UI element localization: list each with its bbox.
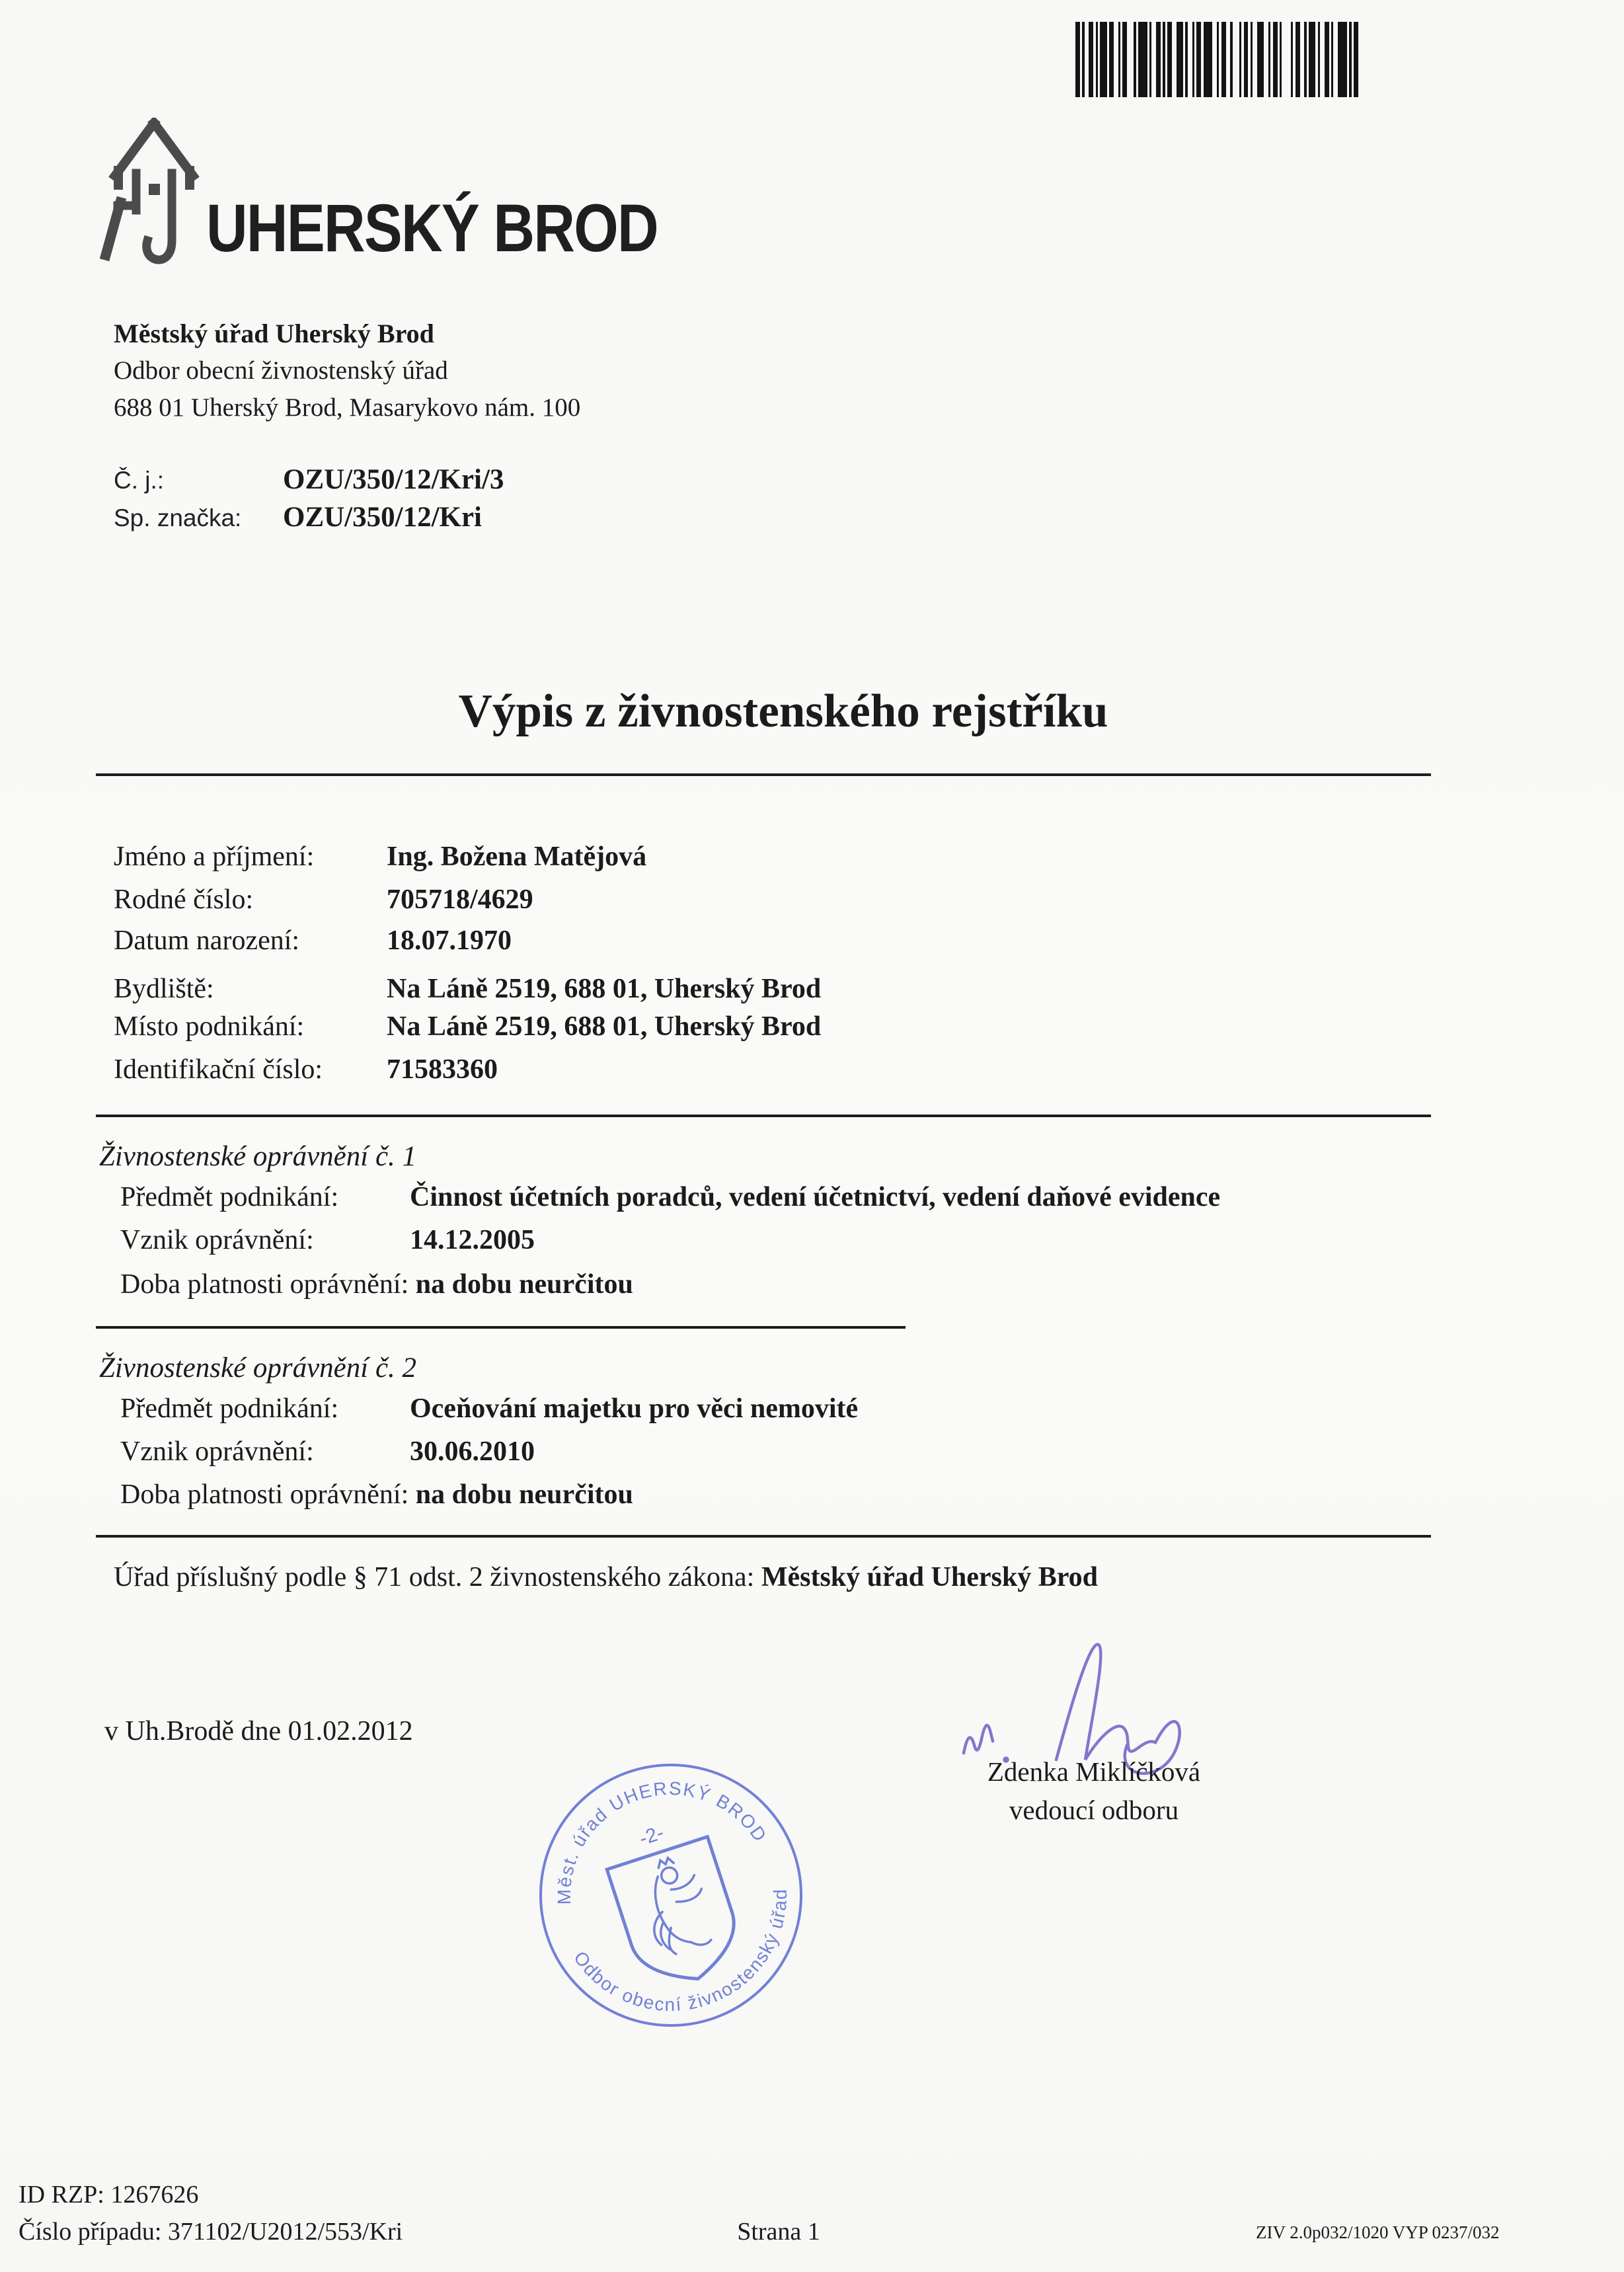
stamp-bottom-text: Odbor obecní živnostenský úřad (570, 1887, 791, 2016)
person-row (114, 884, 533, 916)
barcode-bar (1109, 22, 1114, 97)
footer-case-number: Číslo případu: 371102/U2012/553/Kri (19, 2218, 403, 2246)
person-row (114, 841, 647, 873)
signer-role: vedoucí odboru (1009, 1795, 1179, 1825)
city-logo-icon (98, 118, 204, 283)
person-value: 705718/4629 (387, 884, 533, 915)
barcode-bar (1244, 22, 1249, 97)
barcode-bar (1257, 22, 1264, 97)
subject-value: Oceňování majetku pro věci nemovité (410, 1393, 859, 1424)
barcode-space (1188, 22, 1192, 97)
license-1-origin (120, 1224, 535, 1256)
page-title: Výpis z živnostenského rejstříku (458, 686, 1108, 737)
barcode-bar (1273, 22, 1278, 97)
person-row (114, 1011, 822, 1042)
barcode-bar (1338, 22, 1347, 97)
footer-page-number: Strana 1 (737, 2218, 820, 2246)
validity-label: Doba platnosti oprávnění: (120, 1479, 409, 1510)
person-row (114, 973, 822, 1005)
barcode-bar (1156, 22, 1161, 97)
signer-name: Zdenka Miklíčková (987, 1756, 1201, 1787)
official-stamp (529, 1753, 813, 2037)
person-value: 18.07.1970 (387, 925, 512, 956)
validity-value: na dobu neurčitou (415, 1269, 633, 1300)
cj-label: Č. j.: (114, 467, 165, 494)
person-value: Ing. Božena Matějová (387, 842, 647, 872)
sp-label: Sp. značka: (114, 504, 242, 531)
footer-form-code: ZIV 2.0p032/1020 VYP 0237/032 (1256, 2222, 1500, 2242)
license-2-origin (120, 1436, 535, 1468)
issue-date: v Uh.Brodě dne 01.02.2012 (104, 1716, 413, 1746)
barcode-bar (1177, 22, 1183, 97)
subject-label: Předmět podnikání: (120, 1393, 339, 1424)
barcode-bar (1138, 22, 1147, 97)
barcode-bar (1204, 22, 1213, 97)
validity-value: na dobu neurčitou (415, 1479, 633, 1510)
barcode-space (1226, 22, 1231, 97)
svg-text:Odbor obecní živnostenský úřad (568, 1882, 813, 2037)
barcode-space (1300, 22, 1305, 97)
barcode-bar (1167, 22, 1172, 97)
divider (96, 1115, 1431, 1117)
origin-label: Vznik oprávnění: (120, 1225, 314, 1255)
office-address (114, 315, 580, 426)
barcode-bar (1089, 22, 1093, 97)
barcode-space (1333, 22, 1338, 97)
office-street: 688 01 Uherský Brod, Masarykovo nám. 100 (114, 393, 581, 422)
office-department: Odbor obecní živnostenský úřad (114, 356, 448, 385)
barcode-bar (1325, 22, 1329, 97)
barcode-bar (1221, 22, 1226, 97)
footer-id-rzp: ID RZP: 1267626 (19, 2181, 199, 2209)
person-value: Na Láně 2519, 688 01, Uherský Brod (387, 1011, 822, 1042)
stamp-number: -2- (637, 1821, 667, 1850)
person-label: Bydliště: (114, 974, 214, 1004)
divider (96, 1326, 906, 1329)
person-value: 71583360 (387, 1054, 498, 1085)
barcode-space (1264, 22, 1268, 97)
person-row (114, 925, 512, 957)
barcode-space (1114, 22, 1118, 97)
cj-value: OZU/350/12/Kri/3 (283, 464, 504, 495)
stamp-shield (607, 1837, 748, 1996)
barcode-bar (1196, 22, 1201, 97)
barcode-space (1172, 22, 1177, 97)
barcode-space (1212, 22, 1217, 97)
origin-label: Vznik oprávnění: (120, 1436, 314, 1467)
person-value: Na Láně 2519, 688 01, Uherský Brod (387, 974, 822, 1004)
barcode-bar (1295, 22, 1300, 97)
license-1-heading: Živnostenské oprávnění č. 1 (99, 1141, 417, 1172)
license-1-subject (120, 1181, 1221, 1213)
barcode-bar (1075, 22, 1080, 97)
barcode-bar (1309, 22, 1315, 97)
barcode-space (1085, 22, 1089, 97)
barcode-space (1282, 22, 1291, 97)
origin-value: 14.12.2005 (410, 1225, 535, 1255)
authority-prefix: Úřad příslušný podle § 71 odst. 2 živnostenského zákona: (114, 1562, 755, 1592)
office-name: Městský úřad Uherský Brod (114, 319, 434, 348)
authority-line (114, 1561, 1098, 1593)
barcode-space (1253, 22, 1257, 97)
barcode-space (1151, 22, 1156, 97)
subject-value: Činnost účetních poradců, vedení účetnictví, vedení daňové evidence (410, 1182, 1221, 1212)
logo-text: UHERSKÝ BROD (206, 190, 658, 266)
person-label: Místo podnikání: (114, 1011, 305, 1042)
license-2-heading: Živnostenské oprávnění č. 2 (99, 1352, 417, 1384)
license-1-validity (120, 1269, 633, 1300)
sp-value: OZU/350/12/Kri (283, 502, 482, 533)
authority-office: Městský úřad Uherský Brod (761, 1562, 1098, 1592)
barcode-space (1127, 22, 1134, 97)
person-row (114, 1054, 498, 1085)
barcode-space (1233, 22, 1239, 97)
divider (96, 773, 1431, 776)
subject-label: Předmět podnikání: (120, 1182, 339, 1212)
logo-window (149, 184, 160, 195)
license-2-validity (120, 1479, 633, 1510)
divider (96, 1535, 1431, 1538)
stamp-top-text: Měst. úřad UHERSKÝ BROD (553, 1778, 771, 1905)
validity-label: Doba platnosti oprávnění: (120, 1269, 409, 1300)
barcode-bar (1354, 22, 1358, 97)
barcode (1075, 22, 1364, 97)
person-label: Rodné číslo: (114, 884, 254, 915)
origin-value: 30.06.2010 (410, 1436, 535, 1467)
stamp-lion (634, 1851, 718, 1958)
license-2-subject (120, 1393, 859, 1425)
barcode-space (1320, 22, 1325, 97)
person-label: Identifikační číslo: (114, 1054, 323, 1085)
person-label: Jméno a příjmení: (114, 842, 315, 872)
barcode-bar (1100, 22, 1106, 97)
barcode-space (1358, 22, 1363, 97)
barcode-bar (1122, 22, 1127, 97)
person-label: Datum narození: (114, 925, 300, 956)
